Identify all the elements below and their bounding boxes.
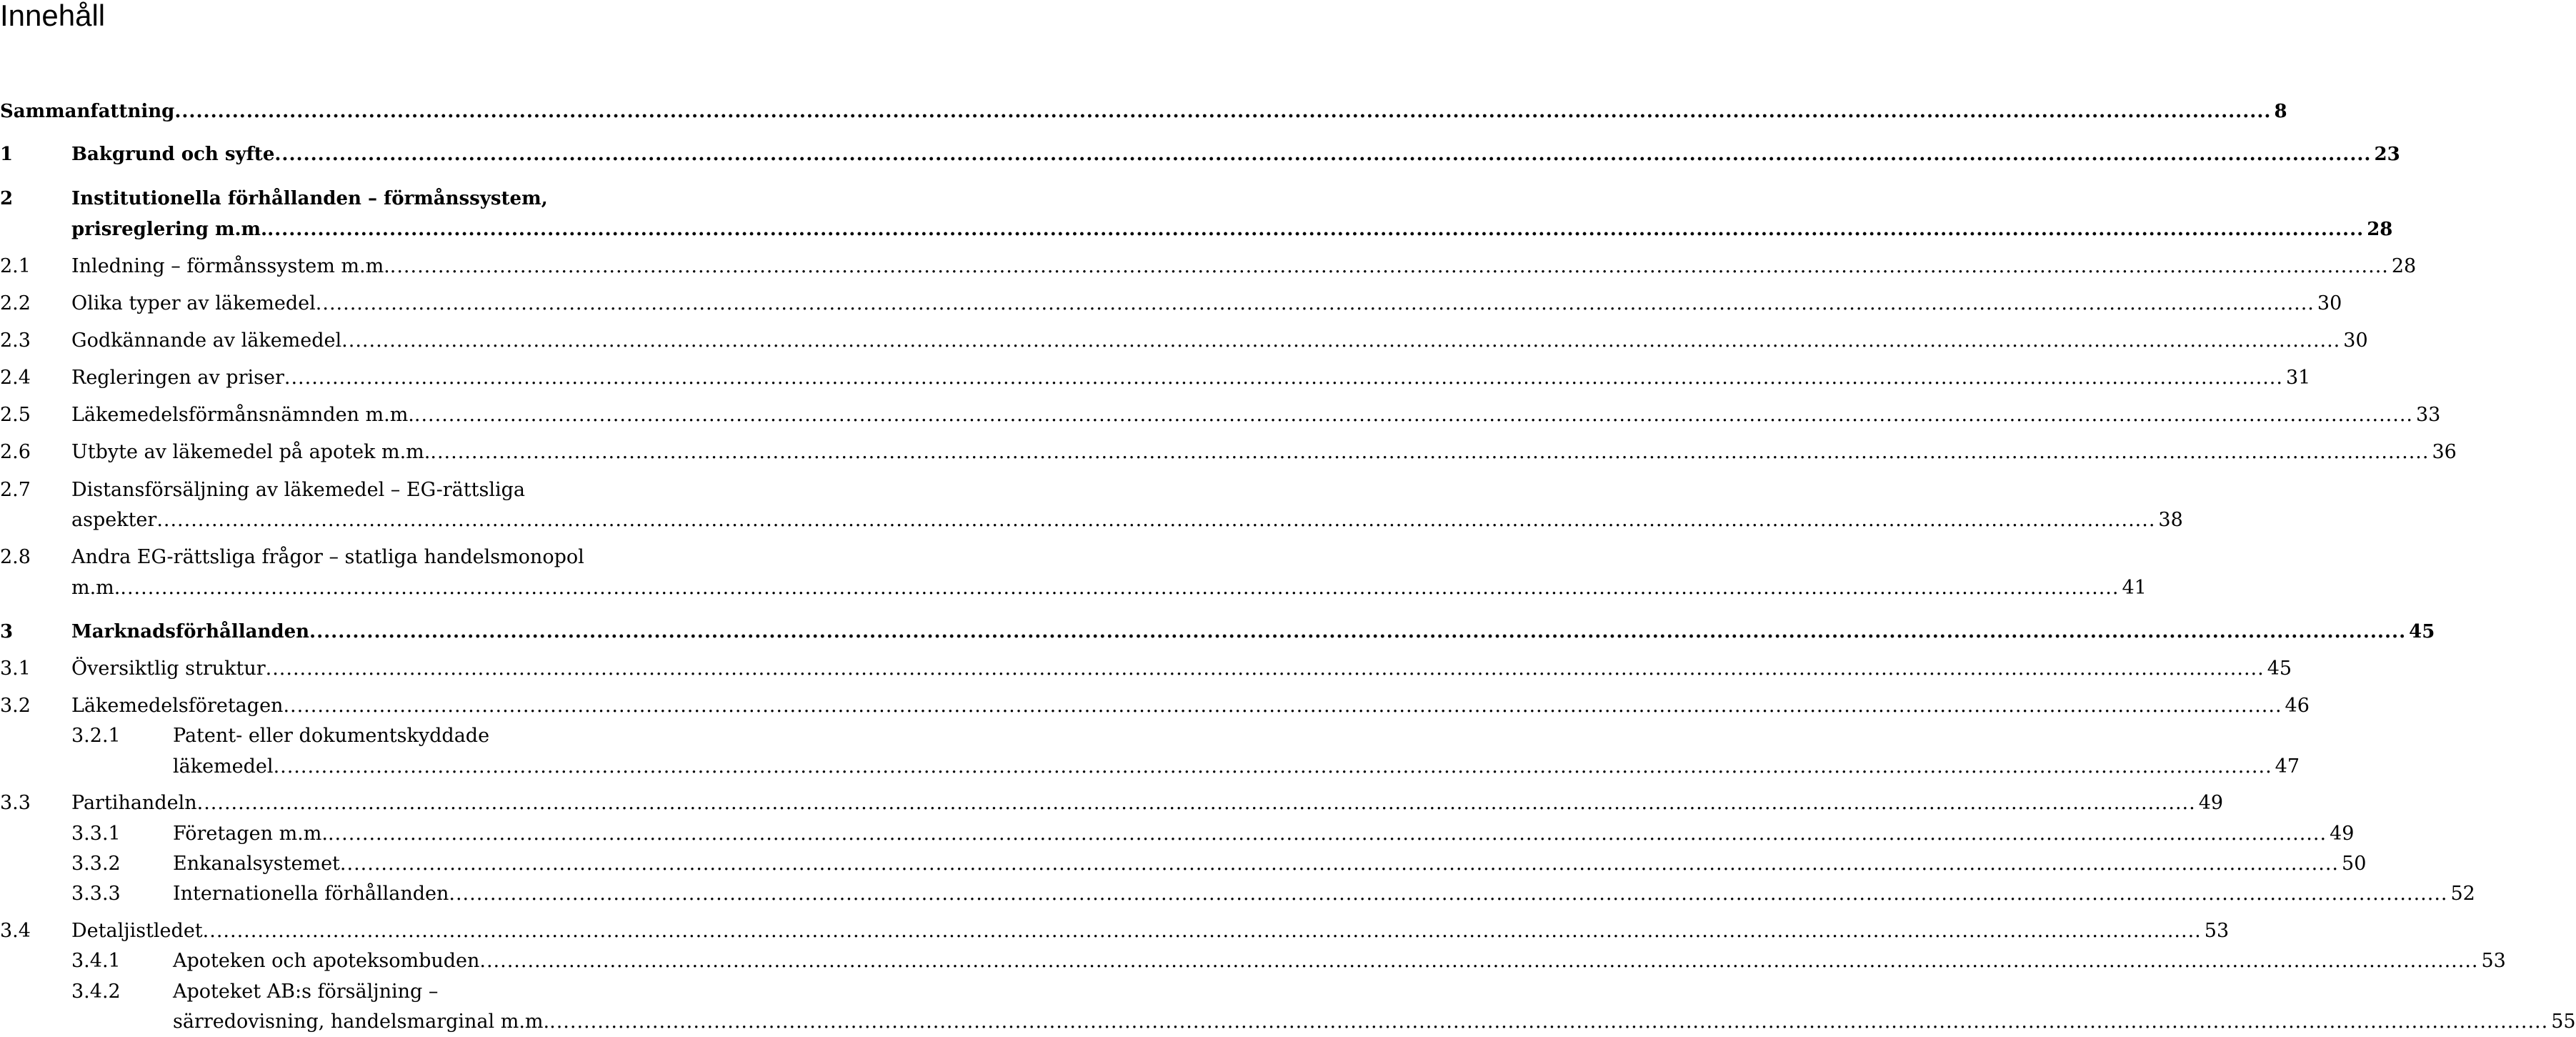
dot-leader: .................................................................................................................................................................................................................................................................................................... (283, 695, 2282, 717)
toc-entry-page: 49 (2330, 823, 2355, 845)
toc-entry-title: Regleringen av priser (71, 367, 284, 389)
toc-entry-row (173, 851, 2367, 877)
dot-leader: .................................................................................................................................................................................................................................................................................................... (315, 292, 2315, 314)
dot-leader: .................................................................................................................................................................................................................................................................................................... (273, 755, 2272, 778)
toc-entry-2-8-continuation[interactable] (0, 575, 2147, 601)
toc-entry-row (71, 440, 2457, 465)
toc-entry-3-4-2[interactable] (0, 979, 683, 1005)
page-title: Innehåll (0, 0, 106, 32)
toc-entry-number: 2.7 (0, 479, 31, 501)
dot-leader: .................................................................................................................................................................................................................................................................................................... (341, 329, 2341, 352)
toc-entry-3-3-3[interactable] (0, 881, 2475, 907)
toc-entry-title: Enkanalsystemet (173, 853, 340, 875)
toc-entry-title: Partihandeln (71, 792, 197, 814)
toc-entry-row (0, 99, 2287, 124)
dot-leader: .................................................................................................................................................................................................................................................................................................... (196, 792, 2196, 814)
toc-entry-number: 1 (0, 144, 14, 165)
toc-entry-2-6[interactable] (0, 440, 2457, 465)
toc-entry-row (173, 1009, 2576, 1035)
dot-leader: .................................................................................................................................................................................................................................................................................................... (327, 823, 2327, 845)
toc-entry-title: Företagen m.m. (173, 823, 328, 845)
toc-entry-row (71, 142, 2400, 167)
toc-entry-page: 45 (2409, 621, 2435, 642)
toc-entry-number: 3.3 (0, 792, 31, 814)
toc-entry-number: 2.8 (0, 546, 31, 568)
toc-entry-title: prisreglering m.m. (71, 219, 268, 240)
toc-entry-number: 3.3.2 (71, 853, 121, 875)
toc-entry-number: 2.4 (0, 367, 31, 389)
toc-entry-row (71, 365, 2311, 391)
dot-leader: .................................................................................................................................................................................................................................................................................................... (430, 441, 2430, 463)
toc-entry-number: 3.1 (0, 658, 31, 680)
toc-entry-title: Godkännande av läkemedel (71, 329, 342, 352)
toc-entry-title: m.m. (71, 577, 121, 599)
toc-entry-number: 3.2 (0, 695, 31, 717)
toc-entry-page: 31 (2285, 367, 2311, 389)
toc-entry-row (173, 881, 2475, 907)
toc-entry-page: 36 (2432, 441, 2457, 463)
toc-entry-row (71, 790, 2224, 816)
toc-entry-3[interactable] (0, 619, 2435, 645)
toc-entry-page: 41 (2122, 577, 2147, 599)
dot-leader: .................................................................................................................................................................................................................................................................................................... (120, 577, 2120, 599)
toc-entry-3-4-2-continuation[interactable] (0, 1009, 2576, 1035)
toc-entry-row (71, 328, 2368, 354)
dot-leader: .................................................................................................................................................................................................................................................................................................... (156, 509, 2156, 531)
dot-leader: .................................................................................................................................................................................................................................................................................................... (549, 1011, 2549, 1033)
toc-entry-row (71, 656, 2292, 682)
toc-entry-row (71, 507, 2183, 533)
toc-entry-title-line1: Distansförsäljning av läkemedel – EG-rättsliga (71, 479, 525, 501)
toc-entry-page: 53 (2204, 920, 2230, 942)
toc-entry-title: Internationella förhållanden (173, 883, 449, 905)
toc-entry-title: Olika typer av läkemedel (71, 292, 316, 314)
dot-leader: .................................................................................................................................................................................................................................................................................................... (267, 219, 2365, 240)
toc-entry-3-2[interactable] (0, 693, 2310, 719)
toc-entry-page: 52 (2450, 883, 2475, 905)
toc-entry-3-3[interactable] (0, 790, 2224, 816)
toc-entry-page: 45 (2267, 658, 2292, 680)
toc-entry-title: Översiktlig struktur (71, 658, 266, 680)
dot-leader: .................................................................................................................................................................................................................................................................................................... (202, 920, 2202, 942)
toc-entry-page: 53 (2481, 950, 2506, 972)
toc-entry-page: 8 (2274, 101, 2287, 122)
toc-entry-page: 50 (2342, 853, 2367, 875)
toc-entry-title-line1: Patent- eller dokumentskyddade (173, 725, 490, 747)
toc-entry-3-2-1[interactable] (0, 723, 683, 749)
toc-entry-row (71, 402, 2441, 428)
toc-entry-title-line1: Institutionella förhållanden – förmånssystem, (71, 188, 548, 209)
dot-leader: .................................................................................................................................................................................................................................................................................................... (479, 950, 2479, 972)
toc-entry-number: 3.3.1 (71, 823, 121, 845)
dot-leader: .................................................................................................................................................................................................................................................................................................... (414, 404, 2413, 426)
toc-entry-page: 55 (2551, 1011, 2576, 1033)
toc-entry-title-line1: Andra EG-rättsliga frågor – statliga handelsmonopol (71, 546, 584, 568)
toc-entry-2-5[interactable] (0, 402, 2441, 428)
dot-leader: .................................................................................................................................................................................................................................................................................................... (174, 101, 2272, 122)
dot-leader: .................................................................................................................................................................................................................................................................................................... (284, 367, 2283, 389)
toc-entry-number: 3.2.1 (71, 725, 121, 747)
toc-entry-number: 2.6 (0, 441, 31, 463)
toc-entry-page: 30 (2317, 292, 2342, 314)
toc-entry-title: Sammanfattning (0, 101, 175, 122)
toc-entry-page: 46 (2285, 695, 2310, 717)
toc-entry-page: 33 (2416, 404, 2441, 426)
toc-entry-2-3[interactable] (0, 328, 2368, 354)
dot-leader: .................................................................................................................................................................................................................................................................................................... (449, 883, 2448, 905)
toc-entry-title: Apoteken och apoteksombuden (173, 950, 480, 972)
toc-entry-2-1[interactable] (0, 254, 2417, 279)
toc-entry-sammanfattning[interactable] (0, 99, 2287, 124)
toc-entry-3-3-2[interactable] (0, 851, 2367, 877)
toc-entry-number: 2.2 (0, 292, 31, 314)
dot-leader: .................................................................................................................................................................................................................................................................................................... (274, 144, 2372, 165)
toc-entry-row (173, 821, 2355, 847)
toc-entry-row (71, 291, 2342, 317)
toc-entry-title: Marknadsförhållanden (71, 621, 310, 642)
toc-entry-title: särredovisning, handelsmarginal m.m. (173, 1011, 550, 1033)
toc-entry-number: 3.4 (0, 920, 31, 942)
toc-entry-3-4-1[interactable] (0, 948, 2506, 974)
toc-entry-page: 49 (2198, 792, 2224, 814)
toc-entry-3-1[interactable] (0, 656, 2292, 682)
toc-entry-title: aspekter (71, 509, 157, 531)
toc-entry-3-3-1[interactable] (0, 821, 2355, 847)
toc-entry-row (71, 693, 2310, 719)
toc-entry-2-7-continuation[interactable] (0, 507, 2183, 533)
dot-leader: .................................................................................................................................................................................................................................................................................................... (389, 255, 2389, 277)
toc-entry-title: Läkemedelsföretagen (71, 695, 284, 717)
toc-entry-row (71, 254, 2417, 279)
toc-entry-row (71, 575, 2147, 601)
toc-entry-number: 3 (0, 621, 14, 642)
toc-entry-row (71, 619, 2435, 645)
toc-entry-title: Bakgrund och syfte (71, 144, 275, 165)
toc-entry-number: 2.1 (0, 255, 31, 277)
toc-entry-2-2[interactable] (0, 291, 2342, 317)
toc-entry-page: 38 (2158, 509, 2183, 531)
toc-entry-row (71, 217, 2393, 242)
toc-entry-page: 30 (2343, 329, 2368, 352)
toc-entry-page: 28 (2391, 255, 2417, 277)
toc-entry-3-4[interactable] (0, 918, 2230, 944)
dot-leader: .................................................................................................................................................................................................................................................................................................... (265, 658, 2265, 680)
toc-entry-number: 3.3.3 (71, 883, 121, 905)
toc-entry-2[interactable] (0, 186, 683, 212)
toc-entry-title: läkemedel (173, 755, 274, 778)
toc-entry-title-line1: Apoteket AB:s försäljning – (173, 981, 439, 1003)
toc-entry-title: Läkemedelsförmånsnämnden m.m. (71, 404, 414, 426)
toc-entry-number: 3.4.1 (71, 950, 121, 972)
toc-entry-title: Utbyte av läkemedel på apotek m.m. (71, 441, 431, 463)
toc-entry-3-2-1-continuation[interactable] (0, 754, 2300, 780)
toc-entry-title: Inledning – förmånssystem m.m. (71, 255, 390, 277)
toc-entry-2-7[interactable] (0, 477, 683, 503)
toc-entry-1[interactable] (0, 142, 2400, 167)
toc-entry-page: 23 (2374, 144, 2400, 165)
toc-entry-page: 28 (2367, 219, 2393, 240)
toc-entry-number: 2.5 (0, 404, 31, 426)
toc-entry-2-8[interactable] (0, 545, 683, 570)
toc-entry-number: 3.4.2 (71, 981, 121, 1003)
toc-entry-2-4[interactable] (0, 365, 2311, 391)
toc-entry-title: Detaljistledet (71, 920, 203, 942)
toc-entry-2-continuation[interactable] (0, 217, 2393, 242)
toc-entry-row (173, 948, 2506, 974)
toc-entry-page: 47 (2275, 755, 2300, 778)
toc-entry-row (71, 918, 2230, 944)
dot-leader: .................................................................................................................................................................................................................................................................................................... (339, 853, 2340, 875)
dot-leader: .................................................................................................................................................................................................................................................................................................... (309, 621, 2407, 642)
toc-entry-row (173, 754, 2300, 780)
toc-entry-number: 2.3 (0, 329, 31, 352)
toc-entry-number: 2 (0, 188, 14, 209)
